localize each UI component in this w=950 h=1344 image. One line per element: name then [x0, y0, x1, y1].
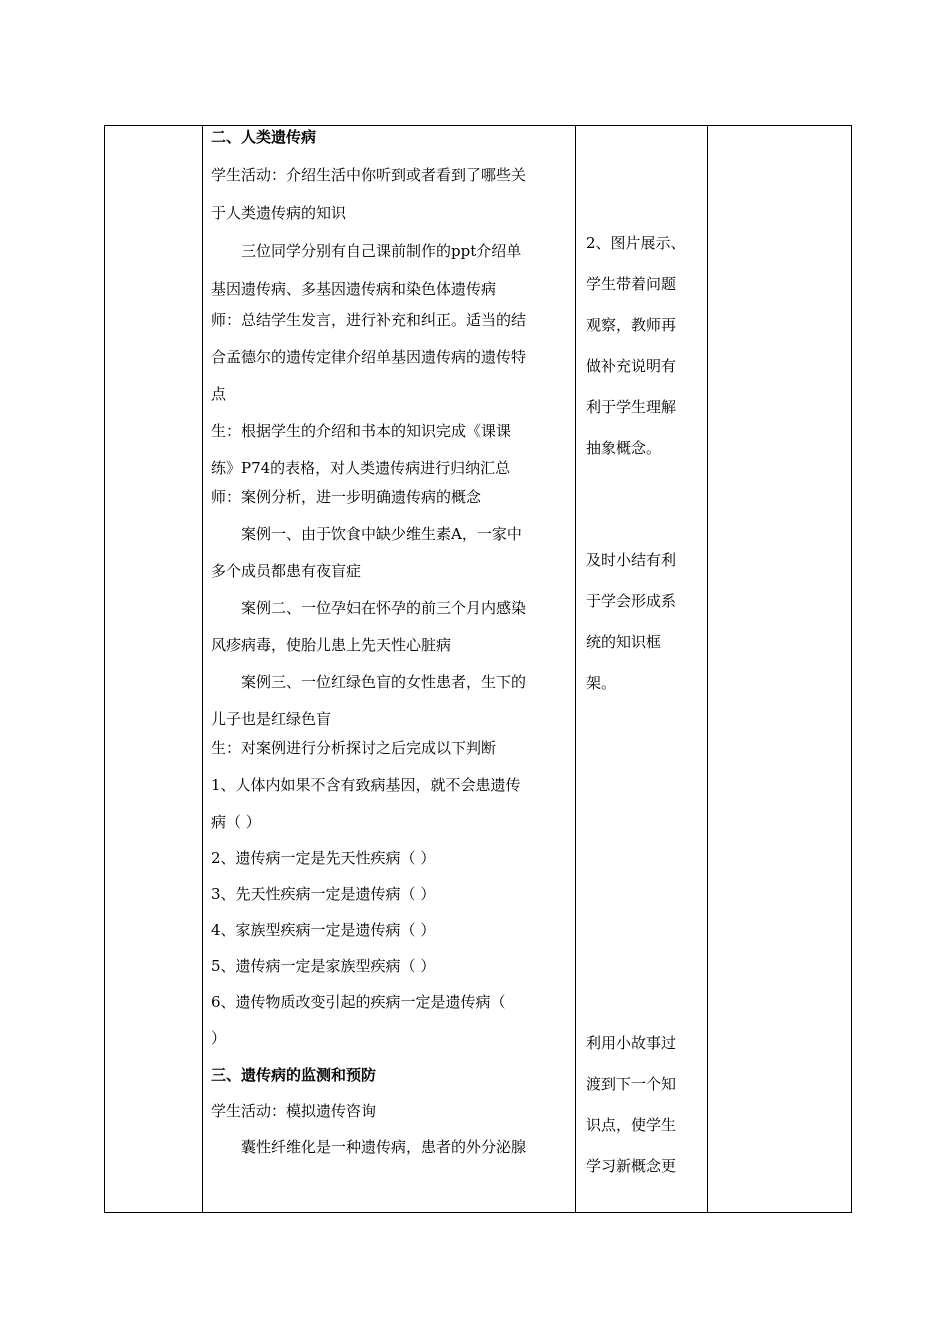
- content-line: 病（ ）: [211, 813, 261, 831]
- design-notes-cell: [576, 126, 708, 1213]
- content-line: 师：总结学生发言，进行补充和纠正。适当的结: [211, 311, 527, 329]
- main-content-text: [203, 126, 575, 1156]
- content-line: 囊性纤维化是一种遗传病，患者的外分泌腺: [241, 1138, 527, 1156]
- content-line: 练》P74的表格，对人类遗传病进行归纳汇总: [211, 459, 511, 477]
- section-heading: 二、人类遗传病: [211, 128, 317, 146]
- content-line: 合孟德尔的遗传定律介绍单基因遗传病的遗传特: [211, 348, 527, 366]
- note-line: 学习新概念更: [586, 1157, 677, 1175]
- section-heading: 三、遗传病的监测和预防: [211, 1066, 377, 1084]
- design-note-1: [586, 223, 686, 469]
- content-line: 案例三、一位红绿色盲的女性患者，生下的: [241, 673, 527, 691]
- note-line: 及时小结有利: [586, 551, 677, 569]
- content-line: 生：对案例进行分析探讨之后完成以下判断: [211, 739, 497, 757]
- note-line: 识点，使学生: [586, 1116, 677, 1134]
- note-line: 于学会形成系: [586, 592, 677, 610]
- content-line: 三位同学分别有自己课前制作的ppt介绍单: [241, 242, 522, 260]
- main-content-cell: [203, 126, 576, 1213]
- remarks-cell: [708, 126, 852, 1213]
- content-line: 5、遗传病一定是家族型疾病（ ）: [211, 957, 436, 975]
- content-line: 师：案例分析，进一步明确遗传病的概念: [211, 488, 482, 506]
- note-line: 架。: [586, 674, 617, 692]
- content-line: 6、遗传物质改变引起的疾病一定是遗传病（: [211, 993, 506, 1011]
- content-line: 学生活动：介绍生活中你听到或者看到了哪些关: [211, 166, 527, 184]
- note-line: 抽象概念。: [586, 439, 662, 457]
- note-line: 观察，教师再: [586, 316, 677, 334]
- content-line: 生：根据学生的介绍和书本的知识完成《课课: [211, 422, 512, 440]
- note-line: 做补充说明有: [586, 357, 677, 375]
- content-line: 1、人体内如果不含有致病基因，就不会患遗传: [211, 776, 521, 794]
- note-line: 2、图片展示、: [586, 234, 686, 252]
- content-line: 3、先天性疾病一定是遗传病（ ）: [211, 885, 436, 903]
- lesson-plan-table: [104, 125, 852, 1213]
- content-line: 案例二、一位孕妇在怀孕的前三个月内感染: [241, 599, 527, 617]
- table-row: [105, 126, 852, 1213]
- content-line: 2、遗传病一定是先天性疾病（ ）: [211, 849, 436, 867]
- design-note-2: [586, 540, 676, 704]
- note-line: 学生带着问题: [586, 275, 677, 293]
- design-note-3: [586, 1023, 676, 1187]
- content-line: ）: [211, 1029, 227, 1047]
- note-line: 渡到下一个知: [586, 1075, 677, 1093]
- content-line: 点: [211, 385, 227, 403]
- content-line: 案例一、由于饮食中缺少维生素A，一家中: [241, 525, 522, 543]
- content-line: 学生活动：模拟遗传咨询: [211, 1102, 377, 1120]
- content-line: 儿子也是红绿色盲: [211, 710, 332, 728]
- left-column-cell: [105, 126, 203, 1213]
- content-line: 风疹病毒，使胎儿患上先天性心脏病: [211, 636, 452, 654]
- content-line: 多个成员都患有夜盲症: [211, 562, 362, 580]
- note-line: 统的知识框: [586, 633, 662, 651]
- note-line: 利用小故事过: [586, 1034, 677, 1052]
- content-line: 基因遗传病、多基因遗传病和染色体遗传病: [211, 280, 497, 298]
- content-line: 于人类遗传病的知识: [211, 204, 347, 222]
- content-line: 4、家族型疾病一定是遗传病（ ）: [211, 921, 436, 939]
- note-line: 利于学生理解: [586, 398, 677, 416]
